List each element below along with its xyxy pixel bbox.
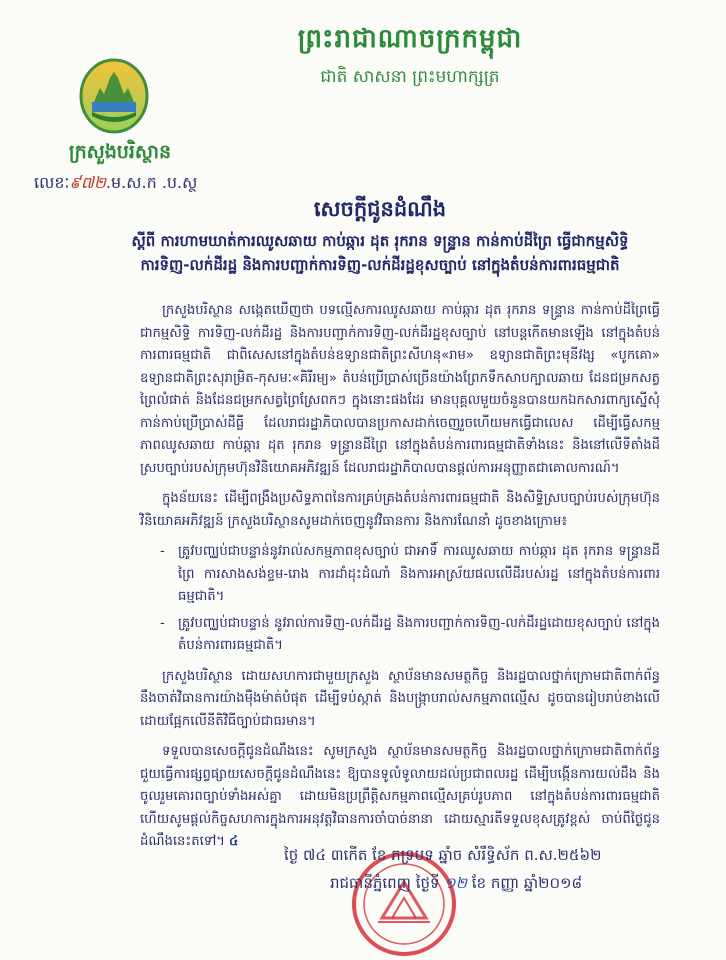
document-title-block <box>120 196 640 277</box>
document-title: សេចក្តីជូនដំណឹង <box>313 197 447 221</box>
list-item <box>160 541 660 609</box>
document-subject: ស្តីពី ការហាមឃាត់ការឈូសឆាយ កាប់ឆ្ការ ដុត រុករាន ទន្ទ្រាន កាន់កាប់ដីព្រៃ ធ្វើជាកម្មសិទ្ធិ ការទិញ-លក់ដីរដ្ឋ និងការបញ្ជាក់ការទិញ-លក់ដីរដ្ឋខុសច្បាប់ នៅក្នុងតំបន់ការពារធម្មជាតិ <box>131 232 629 274</box>
list-item-text: ត្រូវបញ្ឈប់ជាបន្ទាន់ នូវរាល់ការទិញ-លក់ដីរដ្ឋ និងការបញ្ជាក់ការទិញ-លក់ដីរដ្ឋដោយខុសច្បាប់ នៅក្នុងតំបន់ការពារធម្មជាតិ។ <box>178 615 660 653</box>
kingdom-motto: ជាតិ សាសនា ព្រះមហាក្សត្រ <box>320 67 500 87</box>
bullet-dash: - <box>160 544 165 559</box>
list-item-text: ត្រូវបញ្ឈប់ជាបន្ទាន់នូវរាល់សកម្មភាពខុសច្បាប់ ជាអាទិ៍ ការឈូសឆាយ កាប់ឆ្ការ ដុត រុករាន ទន្ទ្រានដីព្រៃ ការសាងសង់ខ្ទម-រោង ការដាំដុះដំណាំ និងការអាស្រ័យផលលើដីរបស់រដ្ឋ នៅក្នុងតំបន់ការពារធម្មជាតិ។ <box>178 544 660 604</box>
ministry-emblem-icon <box>78 58 150 134</box>
kingdom-title: ព្រះរាជាណាចក្រកម្ពុជា <box>297 24 523 54</box>
ref-prefix: លេខៈ <box>34 173 70 192</box>
paragraph-4 <box>140 741 660 854</box>
list-item <box>160 613 660 658</box>
paragraph-2: ក្នុងន័យនេះ ដើម្បីពង្រឹងប្រសិទ្ធភាពនៃការគ្រប់គ្រងតំបន់ការពារធម្មជាតិ និងសិទ្ធិស្របច្បាប់របស់ក្រុមហ៊ុនវិនិយោគអភិវឌ្ឍន៍ ក្រសួងបរិស្ថានសូមដាក់ចេញនូវវិធានការ និងការណែនាំ ដូចខាងក្រោម៖ <box>140 491 660 529</box>
document-body <box>140 300 660 862</box>
solar-date-prefix: រាជធានីភ្នំពេញ ថ្ងៃទី <box>330 874 440 892</box>
solar-date-day: ១២ <box>444 874 468 892</box>
ref-suffix: .ម.ស.ក .ប.ស្ថ <box>105 173 198 192</box>
kingdom-header <box>200 22 620 91</box>
lunar-date: ថ្ងៃ ៧៤ ៣កើត ខែ ភទ្របទ ឆ្នាំច សំរឹទ្ធិស័ក ព.ស.២៥៦២ <box>284 846 602 864</box>
paragraph-3: ក្រសួងបរិស្ថាន ដោយសហការជាមួយក្រសួង ស្ថាប័នមានសមត្ថកិច្ច និងរដ្ឋបាលថ្នាក់ក្រោមជាតិពាក់ព័ន្ធ នឹងចាត់វិធានការយ៉ាងម៉ឺងម៉ាត់បំផុត ដើម្បីទប់ស្កាត់ និងបង្ក្រាបរាល់សកម្មភាពល្មើស ដូចបានរៀបរាប់ខាងលើ ដោយផ្អែកលើនីតិវិធីច្បាប់ជាធរមាន។ <box>140 668 660 729</box>
ministry-name: ក្រសួងបរិស្ថាន <box>68 141 172 163</box>
end-mark: ៤ <box>229 834 239 849</box>
bullet-dash: - <box>160 615 165 631</box>
solar-date <box>330 874 582 896</box>
measures-list <box>160 541 660 658</box>
paragraph-1: ក្រសួងបរិស្ថាន សង្កេតឃើញថា បទល្មើសការឈូសឆាយ កាប់ឆ្ការ ដុត រុករាន ទន្ទ្រាន កាន់កាប់ដីព្រៃធ្វើជាកម្មសិទ្ធិ ការទិញ-លក់ដីរដ្ឋ និងការបញ្ជាក់ការទិញ-លក់ដីរដ្ឋខុសច្បាប់ នៅបន្តកើតមានឡើង នៅក្នុងតំបន់ការពារធម្មជាតិ ជាពិសេសនៅក្នុងតំបន់ឧទ្យានជាតិព្រះសីហនុ«រាម» ឧទ្យានជាតិព្រះមុនីវង្ស «បូកគោ» ឧទ្យានជាតិព្រះសុរាម្រិត-កុសមៈ«គិរីរម្យ» តំបន់ប្រើប្រាស់ច្រើនយ៉ាងព្រែកទឹកសាបក្បាលឆាយ ដែនជម្រកសត្វព្រៃលំផាត់ និងដែនជម្រកសត្វព្រៃស្រែពកៗ ក្នុងនោះផងដែរ មានបុគ្គលមួយចំនួនបានយកឯកសារពាក្យស្នើសុំកាន់កាប់ប្រើប្រាស់ដីធ្លី ដែលរាជរដ្ឋាភិបាលបានប្រកាសដាក់ចេញរួចហើយមកធ្វើជាលេស ដើម្បីធ្វើសកម្មភាពឈូសឆាយ កាប់ឆ្ការ ដុត រុករាន ទន្ទ្រានដីព្រៃ នៅក្នុងតំបន់ការពារធម្មជាតិទាំងនេះ និងនៅលើទីតាំងដីស្របច្បាប់របស់ក្រុមហ៊ុនវិនិយោគអភិវឌ្ឍន៍ ដែលរាជរដ្ឋាភិបាលបានផ្តល់ការអនុញ្ញាតជាគោលការណ៍។ <box>140 303 660 476</box>
paragraph-4-text: ទទួលបានសេចក្តីជូនដំណឹងនេះ សូមក្រសួង ស្ថាប័នមានសមត្ថកិច្ច និងរដ្ឋបាលថ្នាក់ក្រោមជាតិពាក់ព័ន្ធ ជួយធ្វើការផ្សព្វផ្សាយសេចក្តីជូនដំណឹងនេះ ឱ្យបានទូលំទូលាយដល់ប្រជាពលរដ្ឋ ដើម្បីបង្កើនការយល់ដឹង និងចូលរួមគោរពច្បាប់ទាំងអស់គ្នា ដោយមិនប្រព្រឹត្តិសកម្មភាពល្មើសគ្រប់រូបភាព នៅក្នុងតំបន់ការពារធម្មជាតិ ហើយសូមផ្តល់កិច្ចសហការក្នុងការអនុវត្តវិធានការចាំបាច់នានា ដោយស្មារតីទទួលខុសត្រូវខ្ពស់ ចាប់ពីថ្ងៃជូនដំណឹងនេះតទៅ។ <box>140 744 660 849</box>
reference-number <box>34 172 197 196</box>
solar-date-suffix: ខែ កញ្ញា ឆ្នាំ២០១៨ <box>471 874 583 892</box>
ref-number: ៩៧២ <box>69 173 106 192</box>
